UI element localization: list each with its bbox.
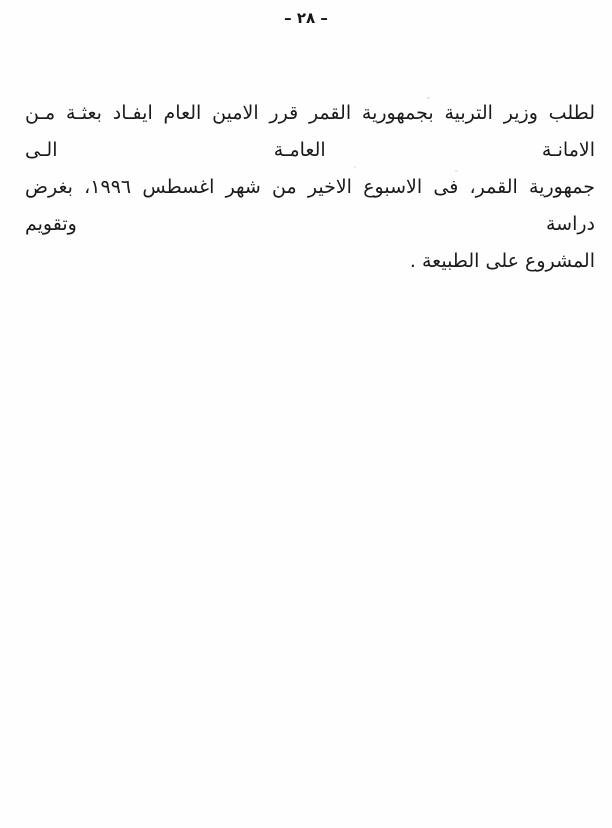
paragraph-line-2: جمهورية القمر، فى الاسبوع الاخير من شهر اغسطس ١٩٩٦، بغرض دراسة وتقويم [25, 176, 595, 235]
paragraph [25, 95, 595, 280]
scan-noise-dot [427, 97, 430, 99]
paragraph-line-3: المشروع على الطبيعة . [409, 250, 595, 272]
page-number: – ٢٨ – [284, 9, 328, 27]
paragraph-line-1: لطلب وزير التربية بجمهورية القمر قرر الامين العام ايفـاد بعثـة مـن الامانـة العامـة الـى [25, 102, 595, 161]
scan-noise-dot [455, 170, 458, 172]
scan-noise-dot [354, 166, 356, 168]
